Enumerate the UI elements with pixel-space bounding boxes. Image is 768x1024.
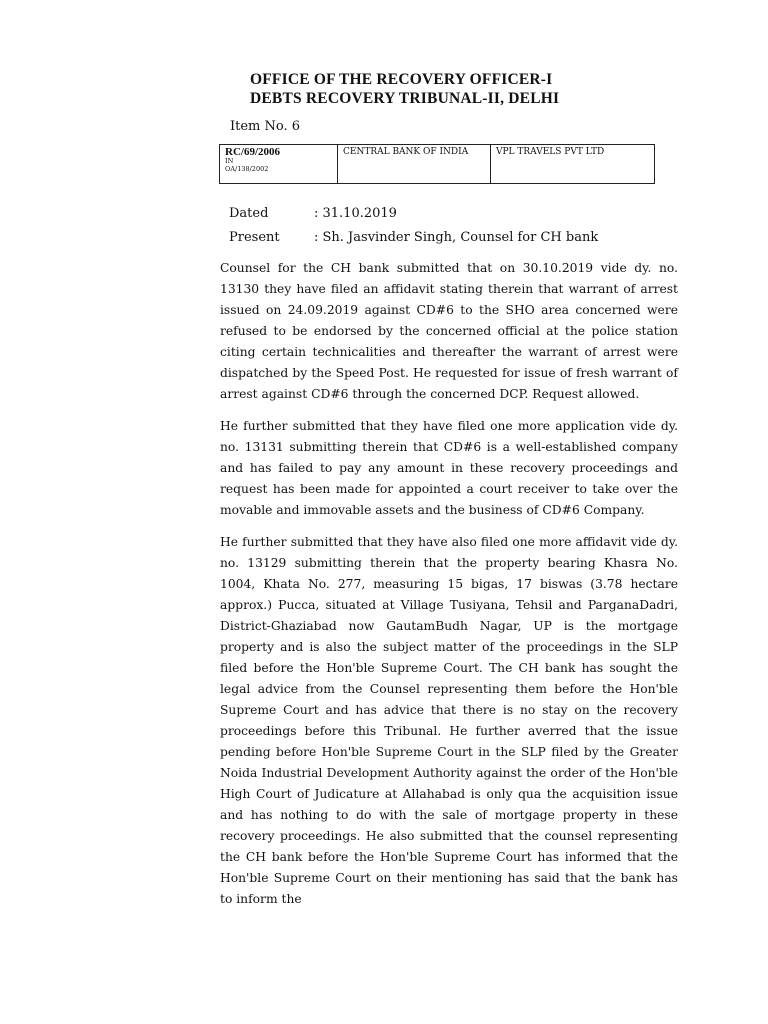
rc-in-label: IN — [225, 157, 234, 165]
rc-number: RC/69/2006 — [225, 146, 280, 158]
case-row — [220, 145, 655, 184]
defendant-cell — [491, 145, 655, 184]
applicant-cell — [338, 145, 491, 184]
case-number-cell — [220, 145, 338, 184]
paragraph-property: He further submitted that they have also filed one more affidavit vide dy. no. 13129 submitting therein that the property bearing Khasra No. 1004, Khata No. 277, measuring 15 bigas, 17 biswas (3.78 hectare approx.) Pucca, situated at Village Tusiyana, Tehsil and ParganaDadri, District-Ghaziabad now GautamBudh Nagar, UP is the mortgage property and is also the subject matter of the proceedings in the SLP filed before the Hon'ble Supreme Court. The CH bank has sought the legal advice from the Counsel representing them before the Hon'ble Supreme Court and has advice that there is no stay on the recovery proceedings before this Tribunal. He further averred that the issue pending before Hon'ble Supreme Court in the SLP filed by the Greater Noida Industrial Development Authority against the order of the Hon'ble High Court of Judicature at Allahabad is only qua the acquisition issue and has nothing to do with the sale of mortgage property in these recovery proceedings. He also submitted that the counsel representing the CH bank before the Hon'ble Supreme Court has informed that the Hon'ble Supreme Court on their mentioning has said that the bank has to inform the — [220, 535, 678, 906]
oa-number: OA/138/2002 — [225, 165, 269, 173]
defendant-name: VPL TRAVELS PVT LTD — [496, 147, 605, 157]
header-tribunal-title: DEBTS RECOVERY TRIBUNAL-II, DELHI — [250, 90, 560, 107]
order-body — [220, 258, 678, 921]
case-details-table — [219, 144, 655, 184]
office-header — [250, 70, 559, 108]
applicant-name: CENTRAL BANK OF INDIA — [343, 147, 469, 157]
present-label: Present — [229, 230, 280, 245]
paragraph-warrant: Counsel for the CH bank submitted that on 30.10.2019 vide dy. no. 13130 they have filed an affidavit stating therein that warrant of arrest issued on 24.09.2019 against CD#6 to the SHO area concerned were refused to be endorsed by the concerned official at the police station citing certain technicalities and thereafter the warrant of arrest were dispatched by the Speed Post. He requested for issue of fresh warrant of arrest against CD#6 through the concerned DCP. Request allowed. — [220, 261, 678, 401]
item-number: Item No. 6 — [230, 119, 301, 134]
paragraph-receiver: He further submitted that they have filed one more application vide dy. no. 13131 submitting therein that CD#6 is a well-established company and has failed to pay any amount in these recovery proceedings and request has been made for appointed a court receiver to take over the movable and immovable assets and the business of CD#6 Company. — [220, 419, 678, 517]
present-value: : Sh. Jasvinder Singh, Counsel for CH bank — [314, 230, 599, 245]
dated-value: : 31.10.2019 — [314, 206, 397, 221]
header-office-title: OFFICE OF THE RECOVERY OFFICER-I — [250, 71, 553, 88]
dated-label: Dated — [229, 206, 269, 221]
